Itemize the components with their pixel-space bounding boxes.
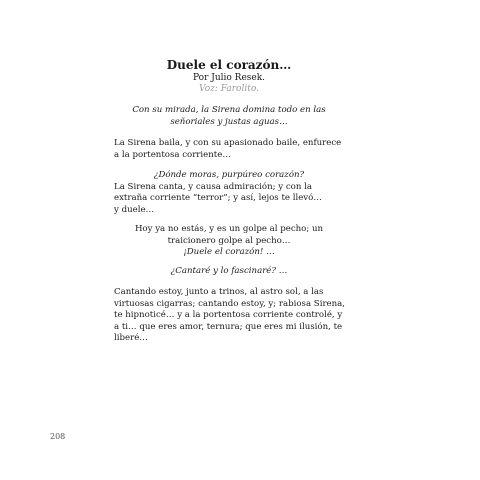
stanza-3-line-2: extraña corriente “terror”; y así, lejos te llevó…: [114, 193, 322, 203]
stanza-4-line-2: traicionero golpe al pecho…: [167, 235, 291, 246]
stanza-3-question: ¿Dónde moras, purpúreo corazón?: [153, 170, 305, 180]
stanza-2-line-1: La Sirena baila, y con su apasionado baile, enfurece: [114, 138, 342, 148]
stanza-6-line-2: virtuosas cigarras; cantando estoy, y; rabiosa Sirena,: [114, 298, 346, 309]
stanza-4-line-1: Hoy ya no estás, y es un golpe al pecho; un: [134, 224, 324, 234]
stanza-3-line-3: y duele…: [114, 204, 155, 215]
stanza-4: [114, 224, 344, 259]
stanza-3: [114, 170, 344, 216]
stanza-3-line-1: La Sirena canta, y causa admiración; y con la: [114, 181, 312, 192]
stanza-5: ¿Cantaré y lo fascinaré? …: [170, 266, 288, 276]
stanza-2-line-2: a la portentosa corriente…: [114, 149, 231, 160]
stanza-1-line-2: señoriales y justas aguas…: [170, 116, 288, 127]
stanza-6: [114, 287, 344, 345]
poem-voice: Voz: Farolito.: [199, 84, 259, 94]
stanza-6-line-5: liberé…: [114, 333, 148, 343]
stanza-6-line-3: te hipnoticé… y a la portentosa corriente controlé, y: [114, 310, 343, 320]
stanza-6-line-4: a ti… que eres amor, ternura; que eres mi ilusión, te: [114, 321, 343, 332]
stanza-4-exclaim: ¡Duele el corazón! …: [183, 247, 275, 257]
stanza-1: [114, 105, 344, 128]
stanza-6-line-1: Cantando estoy, junto a trinos, al astro sol, a las: [114, 287, 324, 297]
page-number: 208: [50, 432, 66, 441]
poem-author: Por Julio Resek.: [192, 73, 266, 83]
stanza-1-line-1: Con su mirada, la Sirena domina todo en las: [132, 105, 326, 115]
stanza-2: [114, 138, 344, 161]
poem-title: Duele el corazón…: [166, 58, 292, 72]
